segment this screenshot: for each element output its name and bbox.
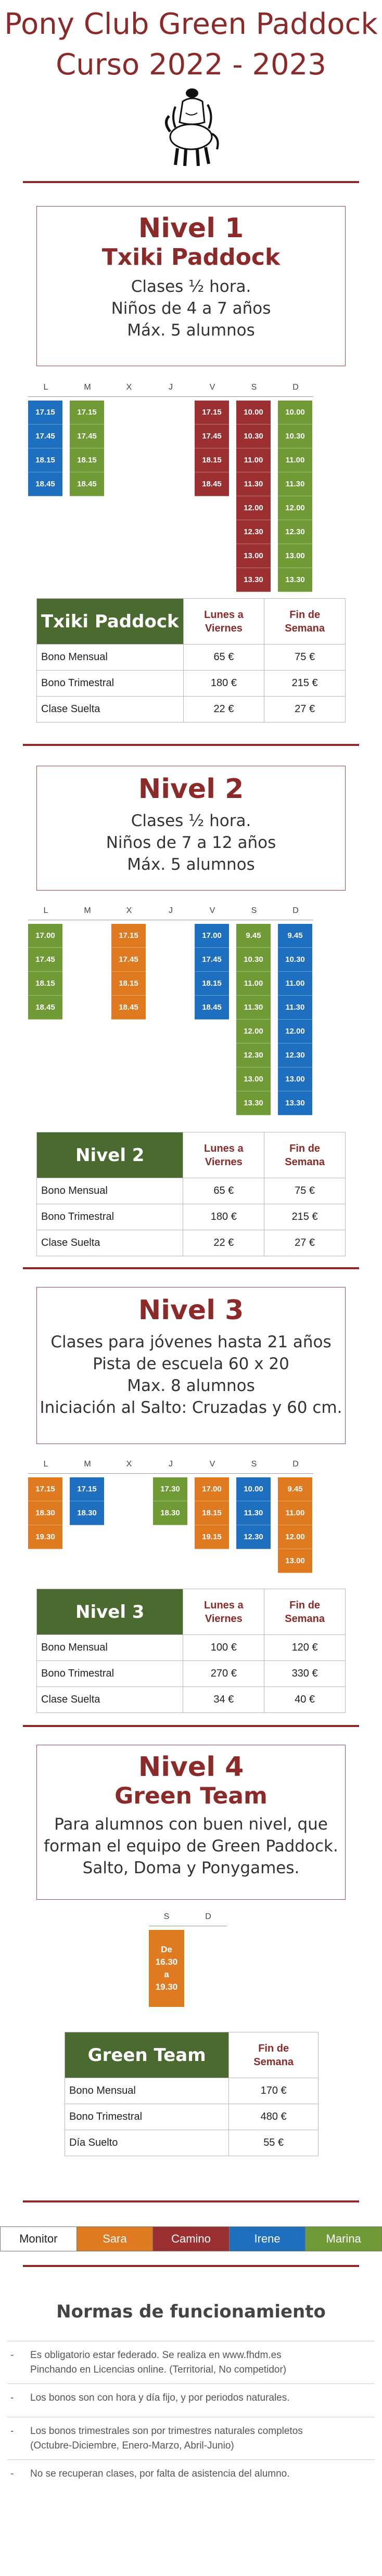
nivel3-line: Max. 8 alumnos [127, 1376, 255, 1395]
class-slot: 18.45 [28, 472, 62, 496]
legend-monitor: Monitor [1, 2227, 77, 2251]
nivel3-price-table [36, 1589, 346, 1713]
nivel2-line: Niños de 7 a 12 años [106, 833, 276, 852]
class-slot: 17.45 [28, 948, 62, 972]
section-divider [23, 1267, 359, 1269]
class-slot: 17.15 [70, 401, 104, 424]
nivel3-title: Nivel 3 [138, 1295, 244, 1326]
class-slot: 17.30 [153, 1477, 187, 1501]
class-slot: 9.45 [236, 924, 271, 948]
price-row: Clase Suelta 22 € 27 € [37, 1230, 346, 1256]
price-table-title: Txiki Paddock [37, 599, 184, 645]
nivel1-info-box [36, 206, 346, 366]
price-row: Bono Trimestral 480 € [65, 2104, 319, 2130]
class-slot: 13.30 [236, 1091, 271, 1115]
nivel1-title: Nivel 1 [138, 213, 244, 244]
norm-item: - Los bonos trimestrales son por trimestres naturales completos (Octubre-Diciembre, Enero-Marzo, Abril-Junio) [10, 2426, 303, 2451]
nivel2-info-box [36, 766, 346, 891]
class-slot: 18.45 [111, 996, 146, 1020]
nivel1-line: Clases ½ hora. [131, 277, 251, 296]
class-slot: 17.45 [28, 424, 62, 448]
class-slot: 17.15 [70, 1477, 104, 1501]
price-row: Bono Trimestral 180 € 215 € [37, 1204, 346, 1230]
section-divider [23, 2200, 359, 2203]
class-slot: 17.00 [195, 924, 229, 948]
price-col-weekend: Fin de Semana [264, 599, 346, 645]
class-slot: 12.00 [278, 1525, 312, 1549]
class-slot: 19.15 [195, 1525, 229, 1549]
day-header: V [209, 383, 215, 392]
class-slot: 18.15 [195, 1501, 229, 1525]
class-slot: 9.45 [278, 1477, 312, 1501]
class-slot: 18.45 [195, 472, 229, 496]
class-slot: 13.00 [278, 1067, 312, 1091]
class-slot: 10.00 [278, 401, 312, 424]
class-slot: 9.45 [278, 924, 312, 948]
nivel1-line: Máx. 5 alumnos [127, 321, 255, 340]
day-header: L [43, 906, 48, 915]
class-slot: 18.15 [28, 972, 62, 996]
price-col-weekend: Fin de Semana [229, 2032, 319, 2078]
price-row: Bono Mensual 65 € 75 € [37, 645, 346, 671]
price-table-title: Green Team [65, 2032, 229, 2078]
price-table-title: Nivel 2 [37, 1132, 183, 1178]
nivel4-info-box [36, 1745, 346, 1900]
nivel2-line: Máx. 5 alumnos [127, 855, 255, 874]
legend-sara: Sara [77, 2227, 154, 2251]
day-header: X [126, 1460, 132, 1469]
class-slot: 11.30 [278, 996, 312, 1020]
legend-camino: Camino [153, 2227, 230, 2251]
pony-rider-logo [160, 86, 222, 169]
day-header: L [43, 1460, 48, 1469]
nivel4-subtitle: Green Team [114, 1783, 268, 1809]
day-header: D [205, 1912, 211, 1921]
class-slot: 10.30 [236, 424, 271, 448]
nivel4-price-table [65, 2032, 319, 2156]
class-slot: 18.30 [153, 1501, 187, 1525]
class-slot: 13.00 [278, 544, 312, 568]
legend-irene: Irene [230, 2227, 306, 2251]
monitor-legend [0, 2226, 382, 2251]
nivel4-title: Nivel 4 [138, 1751, 244, 1783]
nivel1-line: Niños de 4 a 7 años [111, 299, 271, 318]
page-title [0, 4, 382, 85]
day-header: S [163, 1912, 170, 1921]
day-header: D [292, 1460, 299, 1469]
nivel3-line: Pista de escuela 60 x 20 [93, 1355, 289, 1373]
class-slot: 12.00 [236, 496, 271, 520]
class-slot: 12.30 [278, 1044, 312, 1067]
day-header: L [43, 383, 48, 392]
price-row: Bono Mensual 170 € [65, 2078, 319, 2104]
price-row: Día Suelto 55 € [65, 2130, 319, 2156]
day-header: D [292, 906, 299, 915]
class-slot: 12.30 [236, 1525, 271, 1549]
day-header: S [251, 906, 257, 915]
section-divider [23, 181, 359, 183]
price-col-weekday: Lunes a Viernes [183, 1589, 264, 1635]
nivel3-line: Clases para jóvenes hasta 21 años [50, 1333, 332, 1351]
class-slot: 18.30 [70, 1501, 104, 1525]
class-slot: 18.45 [28, 996, 62, 1020]
nivel4-line: Salto, Doma y Ponygames. [82, 1859, 300, 1877]
price-col-weekday: Lunes a Viernes [183, 1132, 264, 1178]
class-slot: 10.30 [278, 424, 312, 448]
class-slot: 18.15 [195, 448, 229, 472]
class-slot: 11.00 [278, 1501, 312, 1525]
class-slot: 13.00 [236, 1067, 271, 1091]
section-divider [23, 2265, 359, 2267]
price-col-weekday: Lunes a Viernes [183, 599, 264, 645]
norm-item: - No se recuperan clases, por falta de asistencia del alumno. [10, 2468, 290, 2479]
nivel3-info-box [36, 1287, 346, 1444]
class-slot: 11.00 [236, 972, 271, 996]
price-row: Clase Suelta 22 € 27 € [37, 697, 346, 723]
class-slot: 17.15 [28, 1477, 62, 1501]
class-slot: 18.15 [111, 972, 146, 996]
nivel1-subtitle: Txiki Paddock [101, 244, 281, 271]
class-slot: 17.45 [111, 948, 146, 972]
class-slot: 11.00 [278, 448, 312, 472]
class-slot: 11.00 [236, 448, 271, 472]
class-slot: 18.45 [195, 996, 229, 1020]
nivel2-price-table [36, 1132, 346, 1256]
price-row: Bono Trimestral 180 € 215 € [37, 671, 346, 697]
class-slot: 13.30 [278, 568, 312, 592]
day-header: X [126, 383, 132, 392]
day-header: M [84, 1460, 91, 1469]
price-row: Clase Suelta 34 € 40 € [37, 1687, 346, 1713]
class-slot: 11.30 [278, 472, 312, 496]
norms-rule [7, 2459, 375, 2460]
nivel1-price-table [36, 598, 346, 723]
section-divider [23, 744, 359, 746]
norm-item: - Los bonos son con hora y día fijo, y por periodos naturales. [10, 2392, 290, 2403]
day-header: J [169, 383, 173, 392]
class-slot: 12.00 [278, 496, 312, 520]
nivel4-line: forman el equipo de Green Paddock. [44, 1837, 338, 1856]
nivel4-slot: De 16.30 a 19.30 [149, 1930, 184, 2007]
day-header: J [169, 1460, 173, 1469]
page-title-line1: Pony Club Green Paddock [4, 7, 378, 41]
day-header: M [84, 383, 91, 392]
nivel2-line: Clases ½ hora. [131, 812, 251, 830]
price-row: Bono Trimestral 270 € 330 € [37, 1661, 346, 1687]
class-slot: 17.45 [195, 424, 229, 448]
day-header: S [251, 1460, 257, 1469]
class-slot: 17.00 [28, 924, 62, 948]
class-slot: 12.30 [236, 520, 271, 544]
class-slot: 11.30 [236, 472, 271, 496]
price-table-title: Nivel 3 [37, 1589, 183, 1635]
day-header-rule [28, 396, 313, 397]
class-slot: 18.15 [70, 448, 104, 472]
day-header: J [169, 906, 173, 915]
price-col-weekend: Fin de Semana [264, 1589, 346, 1635]
class-slot: 12.30 [236, 1044, 271, 1067]
class-slot: 11.00 [278, 972, 312, 996]
class-slot: 17.15 [111, 924, 146, 948]
class-slot: 12.30 [278, 520, 312, 544]
day-header: M [84, 906, 91, 915]
class-slot: 17.00 [195, 1477, 229, 1501]
class-slot: 18.45 [70, 472, 104, 496]
day-header: X [126, 906, 132, 915]
class-slot: 18.30 [28, 1501, 62, 1525]
norms-title: Normas de funcionamiento [56, 2301, 326, 2322]
nivel3-line: Iniciación al Salto: Cruzadas y 60 cm. [40, 1398, 342, 1417]
class-slot: 11.30 [236, 1501, 271, 1525]
class-slot: 19.30 [28, 1525, 62, 1549]
day-header: D [292, 383, 299, 392]
class-slot: 17.15 [28, 401, 62, 424]
class-slot: 13.00 [236, 544, 271, 568]
class-slot: 17.15 [195, 401, 229, 424]
day-header-rule [28, 1473, 313, 1474]
class-slot: 11.30 [236, 996, 271, 1020]
price-row: Bono Mensual 100 € 120 € [37, 1635, 346, 1661]
class-slot: 10.00 [236, 401, 271, 424]
class-slot: 17.45 [70, 424, 104, 448]
class-slot: 10.30 [236, 948, 271, 972]
section-divider [23, 1725, 359, 1727]
class-slot: 10.30 [278, 948, 312, 972]
norm-item: - Es obligatorio estar federado. Se realiza en www.fhdm.es Pinchando en Licencias online. (Territorial, No competidor) [10, 2350, 287, 2375]
day-header: S [251, 383, 257, 392]
class-slot: 13.30 [236, 568, 271, 592]
price-col-weekend: Fin de Semana [264, 1132, 346, 1178]
price-row: Bono Mensual 65 € 75 € [37, 1178, 346, 1204]
class-slot: 17.45 [195, 948, 229, 972]
day-header: V [209, 906, 215, 915]
nivel4-line: Para alumnos con buen nivel, que [54, 1815, 328, 1834]
class-slot: 10.00 [236, 1477, 271, 1501]
class-slot: 13.30 [278, 1091, 312, 1115]
class-slot: 13.00 [278, 1549, 312, 1573]
class-slot: 12.00 [278, 1020, 312, 1044]
class-slot: 12.00 [236, 1020, 271, 1044]
page-title-line2: Curso 2022 - 2023 [56, 48, 326, 82]
legend-marina: Marina [305, 2227, 381, 2251]
nivel2-title: Nivel 2 [138, 774, 244, 805]
class-slot: 18.15 [195, 972, 229, 996]
class-slot: 18.15 [28, 448, 62, 472]
day-header: V [209, 1460, 215, 1469]
